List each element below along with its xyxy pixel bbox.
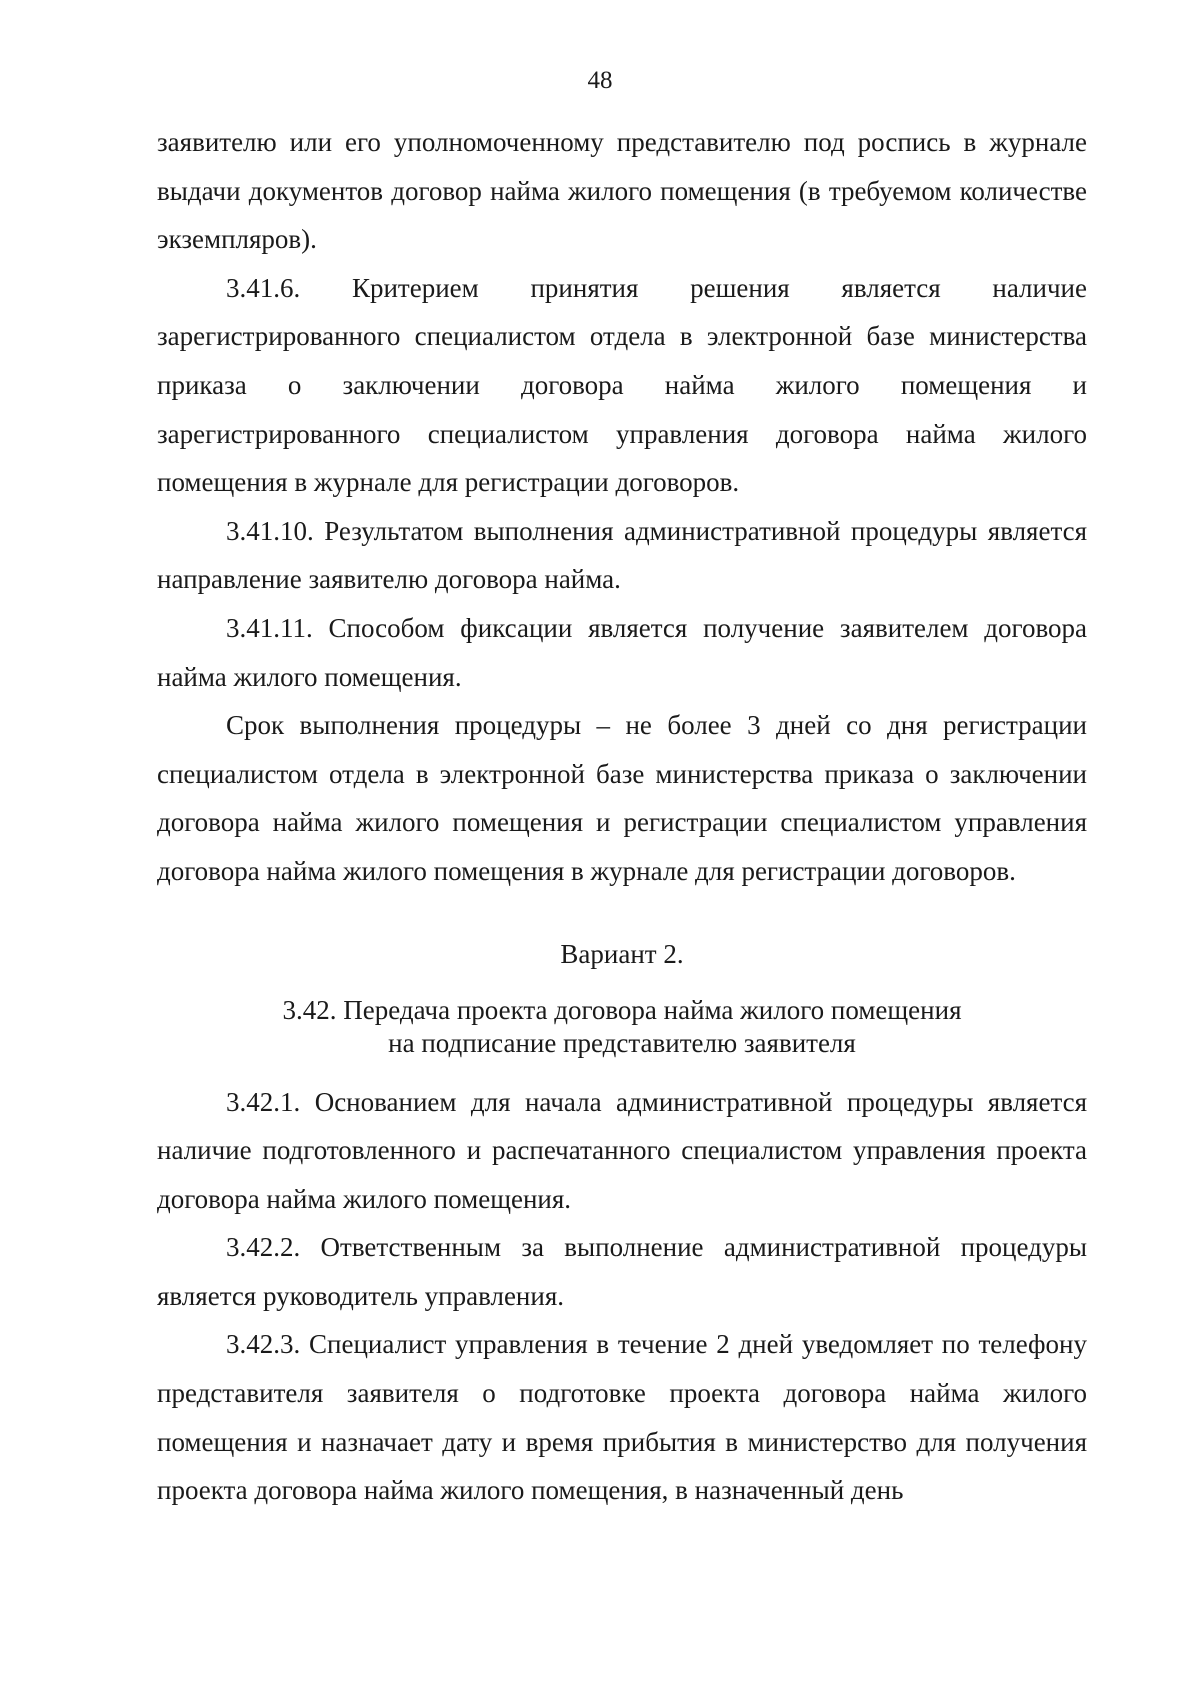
paragraph-continuation: заявителю или его уполномоченному представителю под роспись в журнале выдачи документов договор найма жилого помещения (в требуемом количестве экземпляров). — [157, 127, 1087, 255]
document-body — [157, 118, 1087, 1515]
section-title — [157, 994, 1087, 1060]
paragraph-3-42-3: 3.42.3. Специалист управления в течение 2 дней уведомляет по телефону представителя заявителя о подготовке проекта договора найма жилого помещения и назначает дату и время прибытия в министерство для получения проекта договора найма жилого помещения, в назначенный день — [157, 1329, 1087, 1506]
paragraph-deadline: Срок выполнения процедуры – не более 3 дней со дня регистрации специалистом отдела в электронной базе министерства приказа о заключении договора найма жилого помещения и регистрации специалистом управления договора найма жилого помещения в журнале для регистрации договоров. — [157, 710, 1087, 886]
variant-heading: Вариант 2. — [560, 938, 684, 969]
page-number: 48 — [587, 67, 613, 94]
paragraph-3-41-11: 3.41.11. Способом фиксации является получение заявителем договора найма жилого помещения. — [157, 612, 1087, 692]
section-title-line-1: 3.42. Передача проекта договора найма жилого помещения — [282, 994, 962, 1025]
paragraph-3-41-10: 3.41.10. Результатом выполнения административной процедуры является направление заявителю договора найма. — [157, 515, 1087, 595]
paragraph-3-42-2: 3.42.2. Ответственным за выполнение административной процедуры является руководитель управления. — [157, 1232, 1087, 1311]
paragraph-3-42-1: 3.42.1. Основанием для начала административной процедуры является наличие подготовленного и распечатанного специалистом управления проекта договора найма жилого помещения. — [157, 1086, 1087, 1214]
section-title-line-2: на подписание представителю заявителя — [388, 1027, 856, 1058]
paragraph-3-41-6: 3.41.6. Критерием принятия решения является наличие зарегистрированного специалистом отдела в электронной базе министерства приказа о заключении договора найма жилого помещения и зарегистрированного специалистом управления договора найма жилого помещения в журнале для регистрации договоров. — [157, 272, 1087, 498]
